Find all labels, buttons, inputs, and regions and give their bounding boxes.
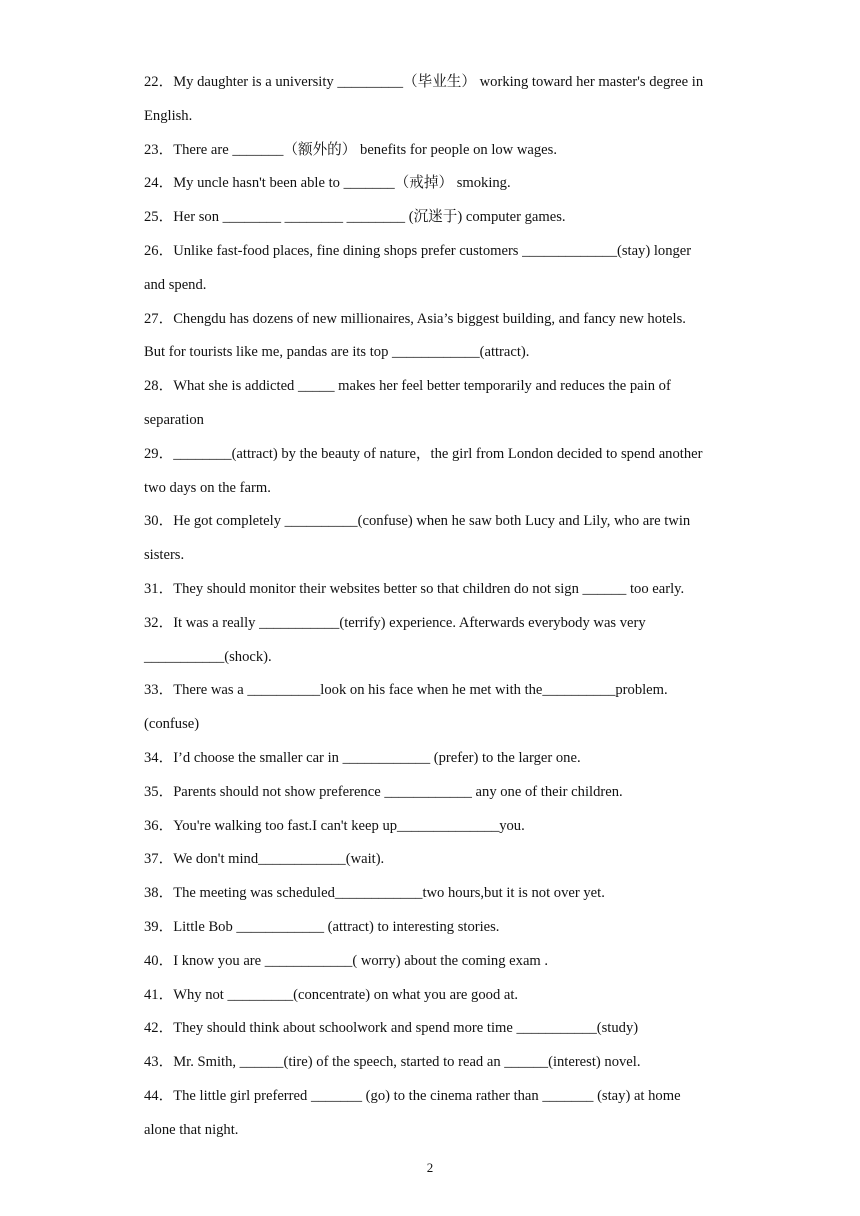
exercise-line: 36．You're walking too fast.I can't keep up______________you. (144, 817, 525, 834)
exercise-line: 33．There was a __________look on his face when he met with the__________problem. (144, 682, 668, 699)
exercise-line: 42．They should think about schoolwork and spend more time ___________(study) (144, 1020, 639, 1037)
exercise-line: 37．We don't mind____________(wait). (144, 851, 385, 868)
exercise-line: 27．Chengdu has dozens of new millionaires, Asia’s biggest building, and fancy new hotels. (144, 310, 686, 327)
exercise-line: But for tourists like me, pandas are its top ____________(attract). (144, 344, 530, 361)
exercise-line: 31．They should monitor their websites better so that children do not sign ______ too early. (144, 580, 685, 597)
exercise-line: and spend. (144, 276, 207, 293)
exercise-line: 32．It was a really ___________(terrify) experience. Afterwards everybody was very (144, 614, 646, 631)
exercise-line: alone that night. (144, 1121, 239, 1138)
exercise-line: English. (144, 107, 193, 124)
exercise-line: 25．Her son ________ ________ ________ (沉迷于) computer games. (144, 209, 566, 226)
exercise-line: 44．The little girl preferred _______ (go) to the cinema rather than _______ (stay) at home (144, 1087, 681, 1104)
exercise-line: 41．Why not _________(concentrate) on what you are good at. (144, 986, 519, 1003)
exercise-line: 29．________(attract) by the beauty of nature，the girl from London decided to spend another (144, 445, 703, 462)
exercise-line: 35．Parents should not show preference ____________ any one of their children. (144, 783, 623, 800)
exercise-list (144, 66, 720, 1148)
exercise-line: 28．What she is addicted _____ makes her feel better temporarily and reduces the pain of (144, 378, 671, 395)
exercise-line: separation (144, 411, 204, 428)
exercise-line: 26．Unlike fast-food places, fine dining shops prefer customers _____________(stay) longer (144, 242, 692, 259)
exercise-line: 38．The meeting was scheduled____________two hours,but it is not over yet. (144, 885, 605, 902)
exercise-line: 30．He got completely __________(confuse) when he saw both Lucy and Lily, who are twin (144, 513, 691, 530)
exercise-line: two days on the farm. (144, 479, 271, 496)
page-number: 2 (426, 1160, 434, 1175)
exercise-line: 43．Mr. Smith, ______(tire) of the speech, started to read an ______(interest) novel. (144, 1054, 641, 1071)
exercise-line: 22．My daughter is a university _________（毕业生） working toward her master's degree in (144, 74, 704, 90)
exercise-line: 40．I know you are ____________( worry) about the coming exam . (144, 952, 549, 969)
exercise-line: 23．There are _______（额外的） benefits for people on low wages. (144, 141, 557, 158)
exercise-line: ___________(shock). (144, 648, 272, 665)
exercise-line: sisters. (144, 547, 185, 564)
exercise-line: 24．My uncle hasn't been able to _______（戒掉） smoking. (144, 175, 511, 192)
exercise-line: (confuse) (144, 716, 200, 733)
exercise-line: 39．Little Bob ____________ (attract) to interesting stories. (144, 918, 500, 935)
exercise-line: 34．I’d choose the smaller car in ____________ (prefer) to the larger one. (144, 749, 581, 766)
